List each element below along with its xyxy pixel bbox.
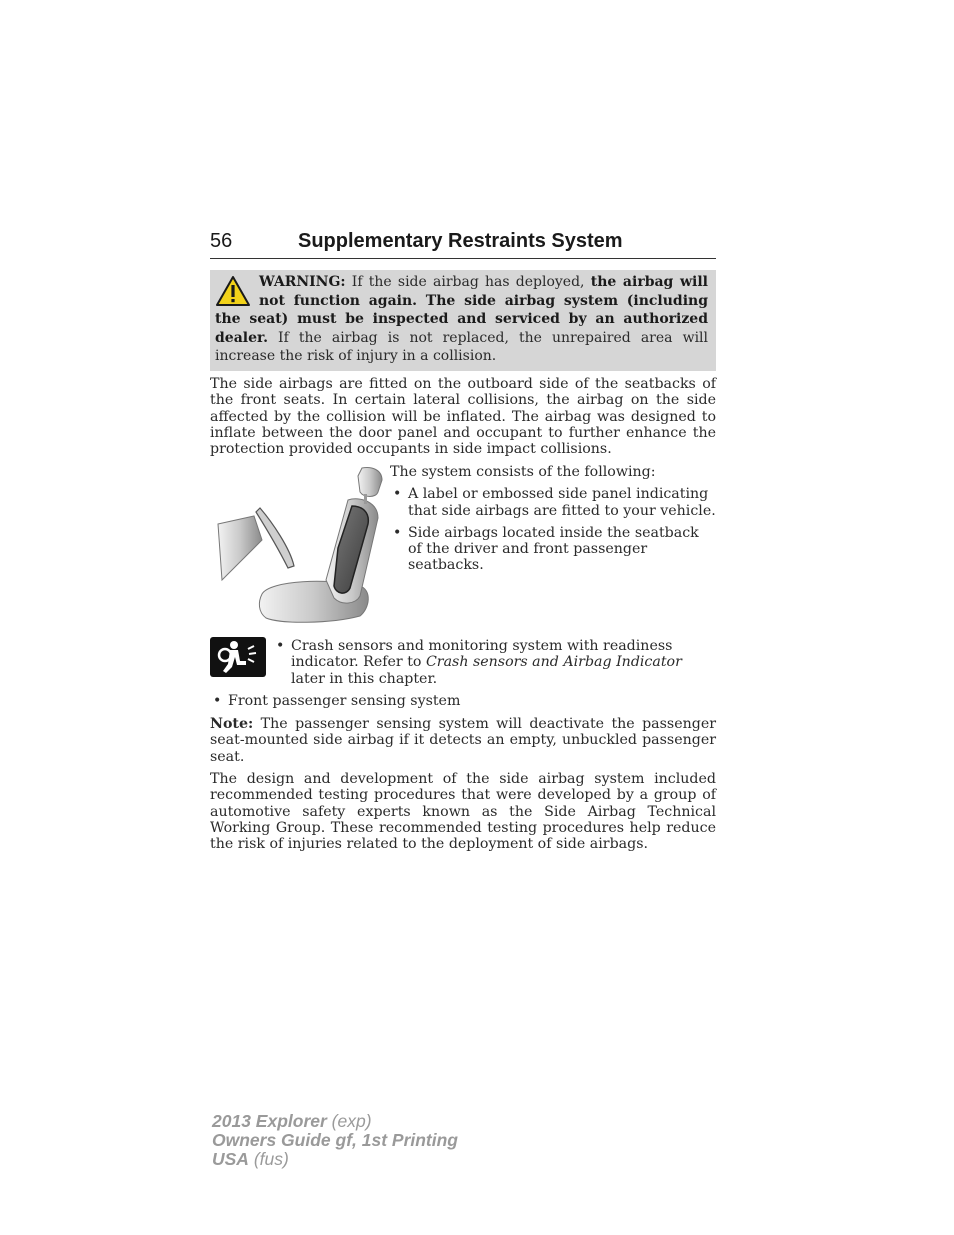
footer-guide: Owners Guide gf, 1st Printing [212,1130,458,1150]
page-header [210,230,716,259]
footer-region: USA [212,1149,249,1169]
front-item-text: Front passenger sensing system [228,693,461,709]
crash-item-text: Crash sensors and monitoring system with readiness indicator. Refer to [291,638,673,671]
list-item [210,693,716,709]
bullet: • [393,486,402,503]
note-text: The passenger sensing system will deactivate the passenger seat-mounted side airbag if it detects an empty, unbuckled passenger seat. [210,716,716,765]
airbag-indicator-icon [210,637,266,677]
footer-line-3 [212,1150,458,1169]
footer-model: 2013 Explorer [212,1111,327,1131]
system-intro: The system consists of the following: [390,464,656,480]
warning-text-2: If the airbag is not replaced, the unrepaired area will increase the risk of injury in a collision. [215,329,708,365]
front-list [210,693,716,709]
system-components [390,464,716,580]
footer-region-code: (fus) [248,1149,289,1169]
front-passenger-item [210,693,716,715]
warning-triangle-icon [215,275,251,307]
list-item-text: A label or embossed side panel indicating that side airbags are fitted to your vehicle. [408,486,716,519]
warning-label: WARNING: [259,274,346,290]
intro-paragraph: The side airbags are fitted on the outboard side of the seatbacks of the front seats. In certain lateral collisions, the airbag on the side affected by the collision will be inflated. The airbag was designed to inflate between the door panel and occupant to further enhance the protection provided occupants in side impact collisions. [210,376,716,458]
list-item-text: Side airbags located inside the seatback of the driver and front passenger seatbacks. [408,524,699,574]
list-item [390,486,716,519]
cross-reference: Crash sensors and Airbag Indicator [425,654,682,671]
crash-list [273,638,716,687]
section-title: Supplementary Restraints System [298,230,623,252]
crash-sensors-item [273,638,716,693]
footer-line-1 [212,1112,458,1131]
note-paragraph [210,716,716,765]
bullet: • [393,524,402,541]
system-list [390,486,716,573]
list-item [390,525,716,574]
note-label: Note: [210,716,254,732]
warning-bold-text: the airbag will not function again. The side airbag system (including the seat) must be inspected and serviced by an authorized dealer. [215,274,708,346]
footer-line-2 [212,1131,458,1150]
warning-text-1: If the side airbag has deployed, [345,274,591,290]
bullet: • [276,638,285,654]
crash-item-tail: later in this chapter. [291,670,438,687]
side-airbag-seat-illustration [210,462,386,628]
list-item [273,638,716,687]
page-footer [212,1112,458,1169]
design-paragraph: The design and development of the side airbag system included recommended testing procedures that were developed by a group of automotive safety experts known as the Side Airbag Technical Working Group. These recommended testing procedures help reduce the risk of injuries related to the deployment of side airbags. [210,771,716,853]
page-number: 56 [210,230,233,252]
warning-box [210,270,716,371]
footer-model-code: (exp) [326,1111,372,1131]
bullet: • [213,693,222,709]
